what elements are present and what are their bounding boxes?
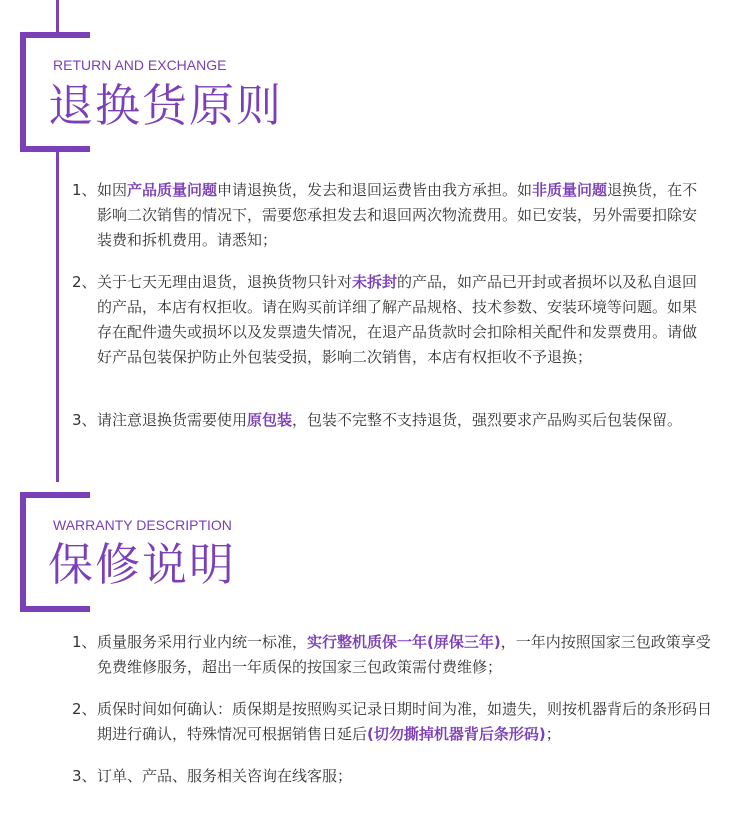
top-vertical-line <box>56 0 59 32</box>
return-item-2-text: 关于七天无理由退货，退换货物只针对 <box>97 273 353 291</box>
warranty-item-1 <box>72 630 712 680</box>
warranty-item-3 <box>72 764 702 789</box>
return-vertical-line <box>56 152 59 482</box>
return-item-1 <box>72 178 702 253</box>
return-item-1-number: 1、 <box>72 181 97 199</box>
warranty-item-2-highlight: (切勿撕掉机器背后条形码) <box>367 725 546 743</box>
return-item-1-highlight: 产品质量问题 <box>127 181 218 199</box>
return-item-1-text: 如因 <box>97 181 128 199</box>
return-item-2 <box>72 270 702 370</box>
warranty-item-1-text-2: ，一年内按照国家三包政策享受免费维修服务，超出一年质保的按国家三包政策需付费维修； <box>97 633 711 676</box>
warranty-item-2-number: 2、 <box>72 700 97 718</box>
return-item-2-highlight: 未拆封 <box>352 273 398 291</box>
warranty-subtitle: WARRANTY DESCRIPTION <box>53 517 232 533</box>
warranty-item-3-text: 订单、产品、服务相关咨询在线客服； <box>97 767 353 785</box>
return-item-3 <box>72 408 702 433</box>
return-item-1-text-2: 申请退换货，发去和退回运费皆由我方承担。如 <box>217 181 533 199</box>
return-item-2-number: 2、 <box>72 273 97 291</box>
return-title: 退换货原则 <box>48 79 284 132</box>
return-subtitle: RETURN AND EXCHANGE <box>53 57 227 73</box>
warranty-item-1-number: 1、 <box>72 633 97 651</box>
warranty-title: 保修说明 <box>48 538 237 591</box>
return-item-3-highlight: 原包装 <box>247 411 293 429</box>
return-item-1-highlight-2: 非质量问题 <box>532 181 608 199</box>
return-item-3-text: 请注意退换货需要使用 <box>97 411 248 429</box>
warranty-item-3-number: 3、 <box>72 767 97 785</box>
warranty-item-1-highlight: 实行整机质保一年(屏保三年) <box>307 633 501 651</box>
warranty-item-1-text: 质量服务采用行业内统一标准， <box>97 633 308 651</box>
return-item-3-number: 3、 <box>72 411 97 429</box>
warranty-item-2-text: 质保时间如何确认：质保期是按照购买记录日期时间为准，如遗失，则按机器背后的条形码日期进行确认，特殊情况可根据销售日延后 <box>97 700 713 743</box>
return-item-2-text-2: 的产品，如产品已开封或者损坏以及私自退回的产品，本店有权拒收。请在购买前详细了解产品规格、技术参数、安装环境等问题。如果存在配件遗失或损坏以及发票遗失情况，在退产品货款时会扣除相关配件和发票费用。请做好产品包装保护防止外包装受损，影响二次销售，本店有权拒收不予退换； <box>97 273 698 366</box>
warranty-item-2 <box>72 697 722 747</box>
warranty-item-2-text-2: ； <box>545 725 561 743</box>
return-item-3-text-2: ，包装不完整不支持退货，强烈要求产品购买后包装保留。 <box>292 411 683 429</box>
return-item-1-text-3: 退换货，在不影响二次销售的情况下，需要您承担发去和退回两次物流费用。如已安装，另外需要扣除安装费和拆机费用。请悉知； <box>97 181 698 249</box>
